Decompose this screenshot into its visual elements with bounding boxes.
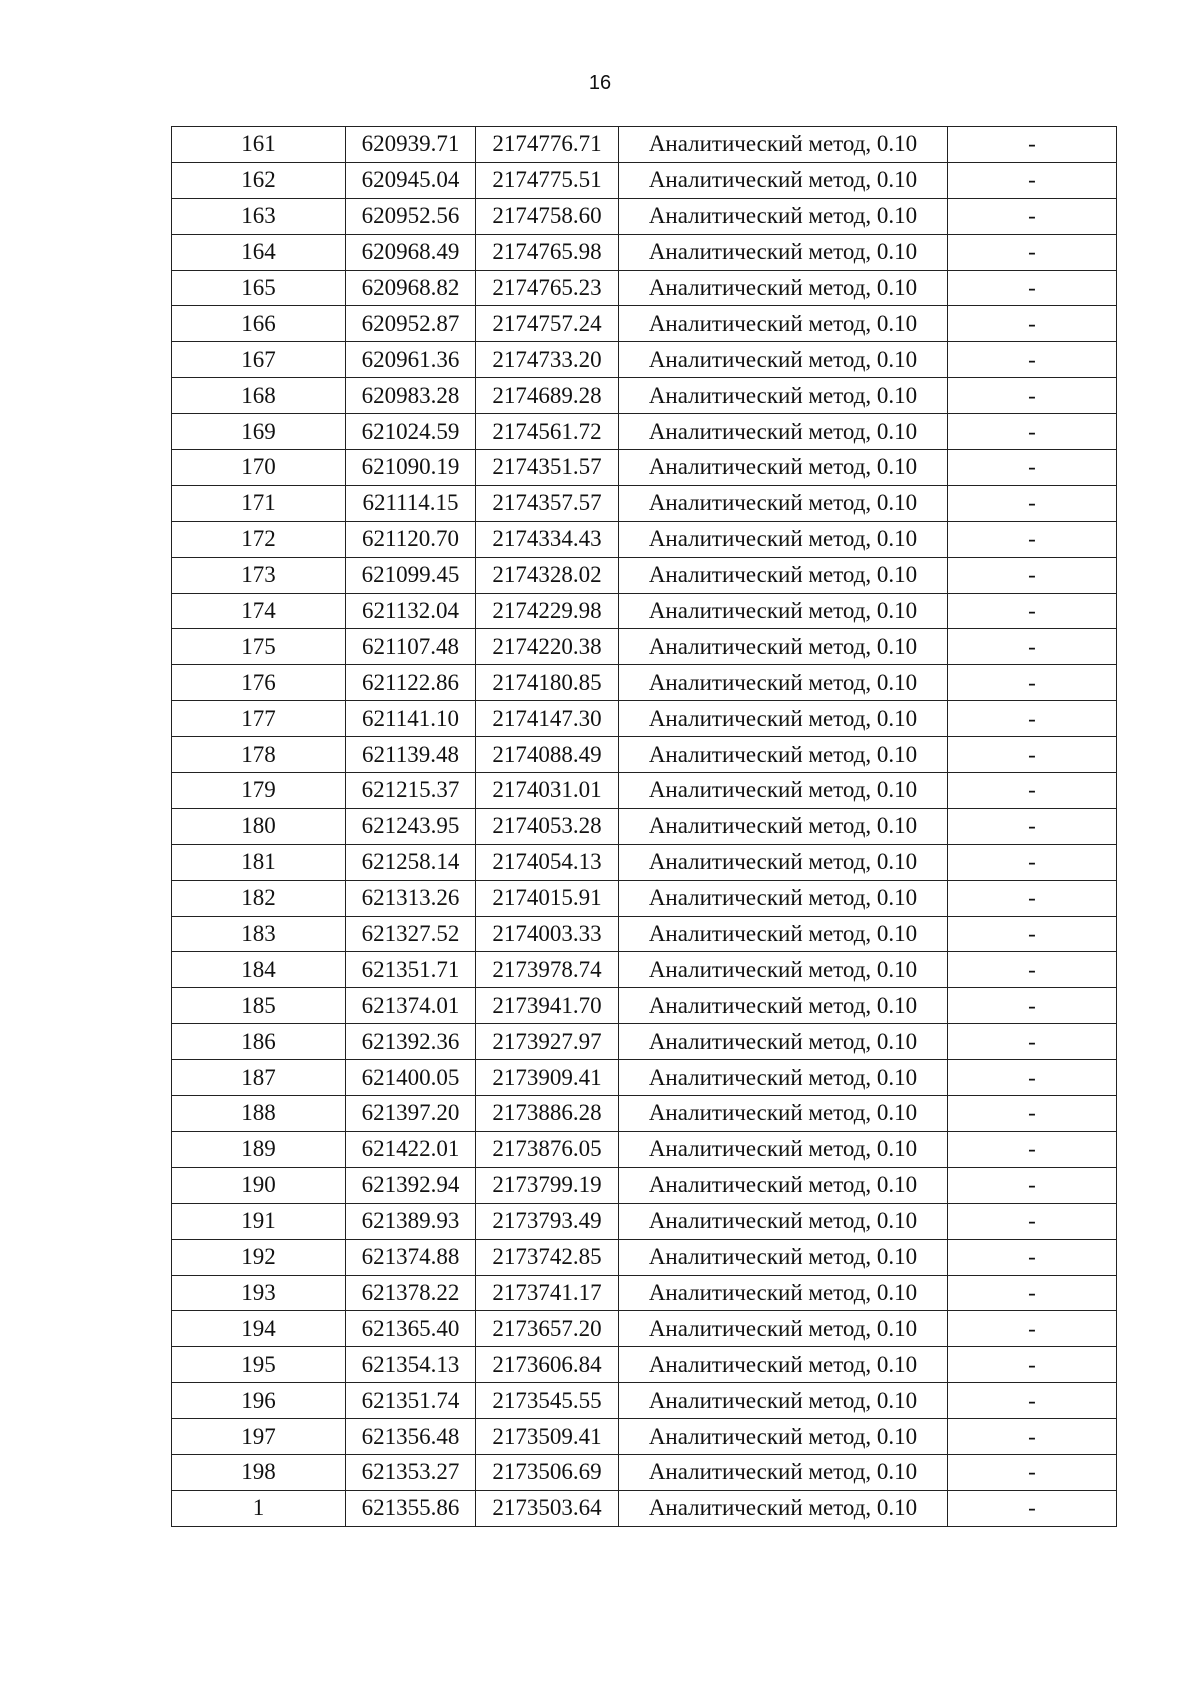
note-cell: - bbox=[948, 952, 1117, 988]
note-cell: - bbox=[948, 1347, 1117, 1383]
note-cell: - bbox=[948, 270, 1117, 306]
y-coordinate-cell: 2174758.60 bbox=[476, 198, 619, 234]
y-coordinate-cell: 2174776.71 bbox=[476, 127, 619, 163]
note-cell: - bbox=[948, 450, 1117, 486]
method-accuracy-cell: Аналитический метод, 0.10 bbox=[619, 1060, 948, 1096]
note-cell: - bbox=[948, 1311, 1117, 1347]
y-coordinate-cell: 2173978.74 bbox=[476, 952, 619, 988]
method-accuracy-cell: Аналитический метод, 0.10 bbox=[619, 593, 948, 629]
y-coordinate-cell: 2174561.72 bbox=[476, 414, 619, 450]
y-coordinate-cell: 2174031.01 bbox=[476, 773, 619, 809]
method-accuracy-cell: Аналитический метод, 0.10 bbox=[619, 127, 948, 163]
point-number-cell: 168 bbox=[172, 378, 346, 414]
table-row bbox=[172, 557, 1117, 593]
method-accuracy-cell: Аналитический метод, 0.10 bbox=[619, 629, 948, 665]
table-row bbox=[172, 342, 1117, 378]
table-row bbox=[172, 665, 1117, 701]
point-number-cell: 165 bbox=[172, 270, 346, 306]
table-body bbox=[172, 127, 1117, 1527]
table-row bbox=[172, 1239, 1117, 1275]
point-number-cell: 170 bbox=[172, 450, 346, 486]
note-cell: - bbox=[948, 737, 1117, 773]
y-coordinate-cell: 2173509.41 bbox=[476, 1419, 619, 1455]
note-cell: - bbox=[948, 162, 1117, 198]
point-number-cell: 175 bbox=[172, 629, 346, 665]
method-accuracy-cell: Аналитический метод, 0.10 bbox=[619, 1024, 948, 1060]
table-row bbox=[172, 306, 1117, 342]
method-accuracy-cell: Аналитический метод, 0.10 bbox=[619, 844, 948, 880]
x-coordinate-cell: 620968.49 bbox=[346, 234, 476, 270]
table-row bbox=[172, 593, 1117, 629]
point-number-cell: 181 bbox=[172, 844, 346, 880]
note-cell: - bbox=[948, 629, 1117, 665]
x-coordinate-cell: 621122.86 bbox=[346, 665, 476, 701]
x-coordinate-cell: 620983.28 bbox=[346, 378, 476, 414]
table-row bbox=[172, 988, 1117, 1024]
method-accuracy-cell: Аналитический метод, 0.10 bbox=[619, 234, 948, 270]
x-coordinate-cell: 620961.36 bbox=[346, 342, 476, 378]
note-cell: - bbox=[948, 880, 1117, 916]
x-coordinate-cell: 621107.48 bbox=[346, 629, 476, 665]
point-number-cell: 191 bbox=[172, 1203, 346, 1239]
x-coordinate-cell: 621397.20 bbox=[346, 1096, 476, 1132]
x-coordinate-cell: 621392.36 bbox=[346, 1024, 476, 1060]
note-cell: - bbox=[948, 198, 1117, 234]
table-row bbox=[172, 1347, 1117, 1383]
table-row bbox=[172, 1131, 1117, 1167]
point-number-cell: 187 bbox=[172, 1060, 346, 1096]
note-cell: - bbox=[948, 1203, 1117, 1239]
method-accuracy-cell: Аналитический метод, 0.10 bbox=[619, 1311, 948, 1347]
note-cell: - bbox=[948, 773, 1117, 809]
method-accuracy-cell: Аналитический метод, 0.10 bbox=[619, 665, 948, 701]
point-number-cell: 183 bbox=[172, 916, 346, 952]
point-number-cell: 188 bbox=[172, 1096, 346, 1132]
y-coordinate-cell: 2174220.38 bbox=[476, 629, 619, 665]
method-accuracy-cell: Аналитический метод, 0.10 bbox=[619, 1454, 948, 1490]
note-cell: - bbox=[948, 1096, 1117, 1132]
point-number-cell: 163 bbox=[172, 198, 346, 234]
table-row bbox=[172, 1167, 1117, 1203]
x-coordinate-cell: 621351.71 bbox=[346, 952, 476, 988]
method-accuracy-cell: Аналитический метод, 0.10 bbox=[619, 1096, 948, 1132]
x-coordinate-cell: 621243.95 bbox=[346, 808, 476, 844]
y-coordinate-cell: 2174775.51 bbox=[476, 162, 619, 198]
x-coordinate-cell: 621374.88 bbox=[346, 1239, 476, 1275]
x-coordinate-cell: 621374.01 bbox=[346, 988, 476, 1024]
method-accuracy-cell: Аналитический метод, 0.10 bbox=[619, 485, 948, 521]
method-accuracy-cell: Аналитический метод, 0.10 bbox=[619, 1239, 948, 1275]
table-row bbox=[172, 234, 1117, 270]
note-cell: - bbox=[948, 414, 1117, 450]
table-row bbox=[172, 773, 1117, 809]
y-coordinate-cell: 2174088.49 bbox=[476, 737, 619, 773]
method-accuracy-cell: Аналитический метод, 0.10 bbox=[619, 880, 948, 916]
point-number-cell: 186 bbox=[172, 1024, 346, 1060]
table-row bbox=[172, 808, 1117, 844]
point-number-cell: 197 bbox=[172, 1419, 346, 1455]
y-coordinate-cell: 2174015.91 bbox=[476, 880, 619, 916]
y-coordinate-cell: 2173941.70 bbox=[476, 988, 619, 1024]
note-cell: - bbox=[948, 665, 1117, 701]
method-accuracy-cell: Аналитический метод, 0.10 bbox=[619, 1419, 948, 1455]
note-cell: - bbox=[948, 1167, 1117, 1203]
method-accuracy-cell: Аналитический метод, 0.10 bbox=[619, 773, 948, 809]
method-accuracy-cell: Аналитический метод, 0.10 bbox=[619, 1490, 948, 1526]
x-coordinate-cell: 621141.10 bbox=[346, 701, 476, 737]
y-coordinate-cell: 2174357.57 bbox=[476, 485, 619, 521]
method-accuracy-cell: Аналитический метод, 0.10 bbox=[619, 521, 948, 557]
point-number-cell: 192 bbox=[172, 1239, 346, 1275]
x-coordinate-cell: 621313.26 bbox=[346, 880, 476, 916]
y-coordinate-cell: 2174757.24 bbox=[476, 306, 619, 342]
point-number-cell: 189 bbox=[172, 1131, 346, 1167]
method-accuracy-cell: Аналитический метод, 0.10 bbox=[619, 306, 948, 342]
x-coordinate-cell: 621099.45 bbox=[346, 557, 476, 593]
table-row bbox=[172, 450, 1117, 486]
y-coordinate-cell: 2174147.30 bbox=[476, 701, 619, 737]
x-coordinate-cell: 621090.19 bbox=[346, 450, 476, 486]
table-row bbox=[172, 198, 1117, 234]
point-number-cell: 180 bbox=[172, 808, 346, 844]
point-number-cell: 185 bbox=[172, 988, 346, 1024]
table-row bbox=[172, 952, 1117, 988]
y-coordinate-cell: 2174053.28 bbox=[476, 808, 619, 844]
y-coordinate-cell: 2173545.55 bbox=[476, 1383, 619, 1419]
method-accuracy-cell: Аналитический метод, 0.10 bbox=[619, 1347, 948, 1383]
x-coordinate-cell: 621215.37 bbox=[346, 773, 476, 809]
note-cell: - bbox=[948, 844, 1117, 880]
point-number-cell: 164 bbox=[172, 234, 346, 270]
point-number-cell: 1 bbox=[172, 1490, 346, 1526]
point-number-cell: 198 bbox=[172, 1454, 346, 1490]
method-accuracy-cell: Аналитический метод, 0.10 bbox=[619, 701, 948, 737]
note-cell: - bbox=[948, 521, 1117, 557]
x-coordinate-cell: 621132.04 bbox=[346, 593, 476, 629]
y-coordinate-cell: 2173876.05 bbox=[476, 1131, 619, 1167]
y-coordinate-cell: 2173606.84 bbox=[476, 1347, 619, 1383]
note-cell: - bbox=[948, 1383, 1117, 1419]
point-number-cell: 174 bbox=[172, 593, 346, 629]
x-coordinate-cell: 621024.59 bbox=[346, 414, 476, 450]
point-number-cell: 162 bbox=[172, 162, 346, 198]
point-number-cell: 176 bbox=[172, 665, 346, 701]
y-coordinate-cell: 2173793.49 bbox=[476, 1203, 619, 1239]
note-cell: - bbox=[948, 593, 1117, 629]
y-coordinate-cell: 2173927.97 bbox=[476, 1024, 619, 1060]
method-accuracy-cell: Аналитический метод, 0.10 bbox=[619, 162, 948, 198]
y-coordinate-cell: 2174765.23 bbox=[476, 270, 619, 306]
table-row bbox=[172, 844, 1117, 880]
method-accuracy-cell: Аналитический метод, 0.10 bbox=[619, 450, 948, 486]
y-coordinate-cell: 2173742.85 bbox=[476, 1239, 619, 1275]
y-coordinate-cell: 2173506.69 bbox=[476, 1454, 619, 1490]
point-number-cell: 184 bbox=[172, 952, 346, 988]
coordinates-table bbox=[171, 126, 1117, 1527]
x-coordinate-cell: 621353.27 bbox=[346, 1454, 476, 1490]
point-number-cell: 172 bbox=[172, 521, 346, 557]
point-number-cell: 182 bbox=[172, 880, 346, 916]
table-row bbox=[172, 1419, 1117, 1455]
table-row bbox=[172, 485, 1117, 521]
table-row bbox=[172, 629, 1117, 665]
note-cell: - bbox=[948, 342, 1117, 378]
x-coordinate-cell: 621392.94 bbox=[346, 1167, 476, 1203]
table-row bbox=[172, 737, 1117, 773]
table-row bbox=[172, 1024, 1117, 1060]
y-coordinate-cell: 2174765.98 bbox=[476, 234, 619, 270]
point-number-cell: 190 bbox=[172, 1167, 346, 1203]
y-coordinate-cell: 2173657.20 bbox=[476, 1311, 619, 1347]
point-number-cell: 196 bbox=[172, 1383, 346, 1419]
x-coordinate-cell: 620945.04 bbox=[346, 162, 476, 198]
table-row bbox=[172, 378, 1117, 414]
method-accuracy-cell: Аналитический метод, 0.10 bbox=[619, 952, 948, 988]
table-row bbox=[172, 880, 1117, 916]
x-coordinate-cell: 620952.87 bbox=[346, 306, 476, 342]
point-number-cell: 178 bbox=[172, 737, 346, 773]
note-cell: - bbox=[948, 988, 1117, 1024]
point-number-cell: 167 bbox=[172, 342, 346, 378]
x-coordinate-cell: 621355.86 bbox=[346, 1490, 476, 1526]
table-row bbox=[172, 701, 1117, 737]
table-row bbox=[172, 1275, 1117, 1311]
y-coordinate-cell: 2174328.02 bbox=[476, 557, 619, 593]
y-coordinate-cell: 2174351.57 bbox=[476, 450, 619, 486]
x-coordinate-cell: 621378.22 bbox=[346, 1275, 476, 1311]
point-number-cell: 173 bbox=[172, 557, 346, 593]
note-cell: - bbox=[948, 1419, 1117, 1455]
note-cell: - bbox=[948, 1275, 1117, 1311]
note-cell: - bbox=[948, 127, 1117, 163]
y-coordinate-cell: 2174689.28 bbox=[476, 378, 619, 414]
x-coordinate-cell: 620952.56 bbox=[346, 198, 476, 234]
point-number-cell: 171 bbox=[172, 485, 346, 521]
method-accuracy-cell: Аналитический метод, 0.10 bbox=[619, 1275, 948, 1311]
x-coordinate-cell: 621354.13 bbox=[346, 1347, 476, 1383]
x-coordinate-cell: 621356.48 bbox=[346, 1419, 476, 1455]
table-row bbox=[172, 1060, 1117, 1096]
point-number-cell: 169 bbox=[172, 414, 346, 450]
x-coordinate-cell: 621351.74 bbox=[346, 1383, 476, 1419]
x-coordinate-cell: 621327.52 bbox=[346, 916, 476, 952]
method-accuracy-cell: Аналитический метод, 0.10 bbox=[619, 557, 948, 593]
page-number: 16 bbox=[588, 72, 612, 94]
note-cell: - bbox=[948, 701, 1117, 737]
method-accuracy-cell: Аналитический метод, 0.10 bbox=[619, 270, 948, 306]
y-coordinate-cell: 2174229.98 bbox=[476, 593, 619, 629]
y-coordinate-cell: 2173741.17 bbox=[476, 1275, 619, 1311]
point-number-cell: 179 bbox=[172, 773, 346, 809]
note-cell: - bbox=[948, 485, 1117, 521]
table-row bbox=[172, 1311, 1117, 1347]
x-coordinate-cell: 621258.14 bbox=[346, 844, 476, 880]
y-coordinate-cell: 2174180.85 bbox=[476, 665, 619, 701]
x-coordinate-cell: 620939.71 bbox=[346, 127, 476, 163]
x-coordinate-cell: 621422.01 bbox=[346, 1131, 476, 1167]
point-number-cell: 194 bbox=[172, 1311, 346, 1347]
y-coordinate-cell: 2173503.64 bbox=[476, 1490, 619, 1526]
method-accuracy-cell: Аналитический метод, 0.10 bbox=[619, 1203, 948, 1239]
x-coordinate-cell: 621389.93 bbox=[346, 1203, 476, 1239]
method-accuracy-cell: Аналитический метод, 0.10 bbox=[619, 198, 948, 234]
y-coordinate-cell: 2174733.20 bbox=[476, 342, 619, 378]
point-number-cell: 177 bbox=[172, 701, 346, 737]
point-number-cell: 195 bbox=[172, 1347, 346, 1383]
table-row bbox=[172, 270, 1117, 306]
note-cell: - bbox=[948, 1239, 1117, 1275]
table-row bbox=[172, 916, 1117, 952]
table-row bbox=[172, 1454, 1117, 1490]
table-row bbox=[172, 521, 1117, 557]
note-cell: - bbox=[948, 808, 1117, 844]
y-coordinate-cell: 2173886.28 bbox=[476, 1096, 619, 1132]
note-cell: - bbox=[948, 557, 1117, 593]
x-coordinate-cell: 620968.82 bbox=[346, 270, 476, 306]
note-cell: - bbox=[948, 1024, 1117, 1060]
x-coordinate-cell: 621120.70 bbox=[346, 521, 476, 557]
y-coordinate-cell: 2174003.33 bbox=[476, 916, 619, 952]
table-row bbox=[172, 1383, 1117, 1419]
method-accuracy-cell: Аналитический метод, 0.10 bbox=[619, 378, 948, 414]
table-row bbox=[172, 127, 1117, 163]
note-cell: - bbox=[948, 1490, 1117, 1526]
table-row bbox=[172, 414, 1117, 450]
method-accuracy-cell: Аналитический метод, 0.10 bbox=[619, 1383, 948, 1419]
point-number-cell: 161 bbox=[172, 127, 346, 163]
y-coordinate-cell: 2174054.13 bbox=[476, 844, 619, 880]
note-cell: - bbox=[948, 1454, 1117, 1490]
note-cell: - bbox=[948, 234, 1117, 270]
table-row bbox=[172, 1096, 1117, 1132]
x-coordinate-cell: 621139.48 bbox=[346, 737, 476, 773]
method-accuracy-cell: Аналитический метод, 0.10 bbox=[619, 414, 948, 450]
point-number-cell: 193 bbox=[172, 1275, 346, 1311]
x-coordinate-cell: 621114.15 bbox=[346, 485, 476, 521]
table-row bbox=[172, 162, 1117, 198]
note-cell: - bbox=[948, 306, 1117, 342]
method-accuracy-cell: Аналитический метод, 0.10 bbox=[619, 737, 948, 773]
note-cell: - bbox=[948, 916, 1117, 952]
point-number-cell: 166 bbox=[172, 306, 346, 342]
method-accuracy-cell: Аналитический метод, 0.10 bbox=[619, 1131, 948, 1167]
method-accuracy-cell: Аналитический метод, 0.10 bbox=[619, 1167, 948, 1203]
table-row bbox=[172, 1490, 1117, 1526]
method-accuracy-cell: Аналитический метод, 0.10 bbox=[619, 342, 948, 378]
y-coordinate-cell: 2173909.41 bbox=[476, 1060, 619, 1096]
method-accuracy-cell: Аналитический метод, 0.10 bbox=[619, 916, 948, 952]
method-accuracy-cell: Аналитический метод, 0.10 bbox=[619, 808, 948, 844]
note-cell: - bbox=[948, 378, 1117, 414]
note-cell: - bbox=[948, 1131, 1117, 1167]
x-coordinate-cell: 621365.40 bbox=[346, 1311, 476, 1347]
x-coordinate-cell: 621400.05 bbox=[346, 1060, 476, 1096]
method-accuracy-cell: Аналитический метод, 0.10 bbox=[619, 988, 948, 1024]
table-row bbox=[172, 1203, 1117, 1239]
y-coordinate-cell: 2173799.19 bbox=[476, 1167, 619, 1203]
y-coordinate-cell: 2174334.43 bbox=[476, 521, 619, 557]
note-cell: - bbox=[948, 1060, 1117, 1096]
